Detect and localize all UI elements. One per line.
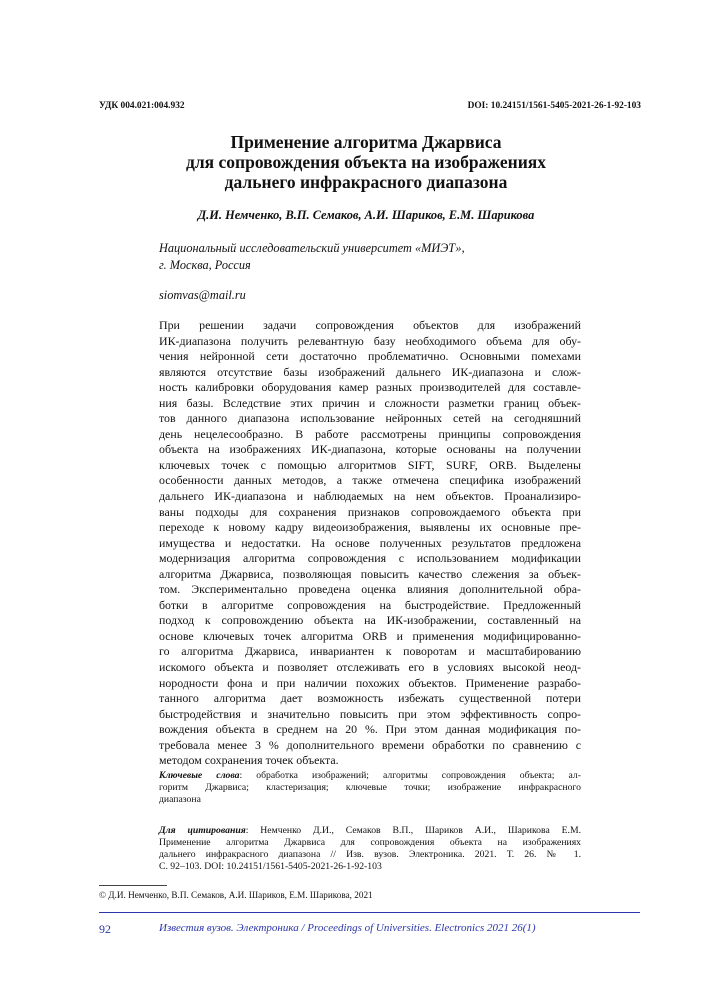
abstract-line: ключевых точек с помощью алгоритмов SIFT, SURF, ORB. Выделены (159, 457, 581, 472)
abstract-line: ния базы. Вследствие этих причин и сложности разметки границ объек- (159, 395, 581, 410)
footnote-divider (99, 885, 167, 886)
udk-code: УДК 004.021:004.932 (99, 101, 185, 111)
keywords-label: Ключевые слова (159, 770, 240, 781)
page-number: 92 (99, 922, 111, 936)
citation-text: дальнего инфракрасного диапазона // Изв. вузов. Электроника. 2021. Т. 26. № 1. (159, 849, 581, 861)
abstract-line: подход к сопровождению объекта на ИК-изображении, составленный на (159, 613, 581, 628)
abstract-line: особенности данных методов, а также отмечена специфика изображений (159, 473, 581, 488)
doi: DOI: 10.24151/1561-5405-2021-26-1-92-103 (467, 101, 641, 111)
affiliation-line: г. Москва, Россия (159, 258, 251, 272)
keywords (159, 770, 581, 806)
title-line: Применение алгоритма Джарвиса (230, 132, 502, 152)
abstract-line: день нецелесообразно. В работе рассмотрены принципы сопровождения (159, 426, 581, 441)
abstract-line: танного алгоритма дает возможность избежать существенной потери (159, 691, 581, 706)
abstract-line: ИК-диапазона получить релевантную базу необходимого объема для обу- (159, 333, 581, 348)
article-title (90, 132, 642, 192)
abstract-line: дальнего ИК-диапазона и наблюдаемых на нем объектов. Проанализиро- (159, 489, 581, 504)
abstract-line: нородности фона и при наличии похожих объектов. Применение разрабо- (159, 675, 581, 690)
abstract-line: являются отсутствие базы изображений дальнего ИК-диапазона и слож- (159, 364, 581, 379)
title-line: для сопровождения объекта на изображениях (186, 152, 546, 172)
footer-divider (99, 912, 640, 913)
citation-text: : Немченко Д.И., Семаков В.П., Шариков А.И., Шарикова Е.М. (245, 825, 582, 836)
abstract (159, 318, 581, 769)
abstract-line: ваны подходы для сохранения признаков сопровождаемого объекта при (159, 504, 581, 519)
abstract-line: быстродействия и значительно повысить при этом эффективность сопро- (159, 706, 581, 721)
abstract-line: ность калибровки оборудования камер разных производителей для составле- (159, 380, 581, 395)
abstract-line: чения нейронной сети достаточно проблематично. Основными помехами (159, 349, 581, 364)
keywords-text: горитм Джарвиса; кластеризация; ключевые точки; изображение инфракрасного (159, 782, 581, 794)
abstract-line: ботки в алгоритме сопровождения на быстродействие. Предложенный (159, 597, 581, 612)
abstract-line: го алгоритма Джарвиса, инвариантен к поворотам и масштабированию (159, 644, 581, 659)
abstract-line: имущества и недостатки. На основе полученных результатов предложена (159, 535, 581, 550)
abstract-line: модернизация алгоритма сопровождения с использованием модификации (159, 551, 581, 566)
title-line: дальнего инфракрасного диапазона (224, 172, 508, 192)
affiliation-line: Национальный исследовательский университет «МИЭТ», (159, 241, 465, 255)
abstract-line: объекта на изображениях ИК-диапазона, которые основаны на получении (159, 442, 581, 457)
abstract-line: вождения объекта в среднем на 20 %. При этом данная модификация по- (159, 722, 581, 737)
abstract-line: переходе к новому кадру видеоизображения, выявлены их основные пре- (159, 520, 581, 535)
abstract-line: тов данного диапазона использование нейронных сетей на сегодняшний (159, 411, 581, 426)
affiliation (159, 240, 465, 274)
keywords-text: диапазона (159, 794, 201, 806)
abstract-line: том. Экспериментально проведена оценка влияния дополнительной обра- (159, 582, 581, 597)
authors: Д.И. Немченко, В.П. Семаков, А.И. Шариков, Е.М. Шарикова (197, 208, 535, 222)
abstract-line: требовала менее 3 % дополнительного времени обработки по сравнению с (159, 737, 581, 752)
abstract-line: алгоритма Джарвиса, позволяющая повысить качество слежения за объек- (159, 566, 581, 581)
journal-name: Известия вузов. Электроника / Proceedings of Universities. Electronics 2021 26(1) (159, 922, 536, 934)
citation-text: С. 92–103. DOI: 10.24151/1561-5405-2021-26-1-92-103 (159, 861, 382, 873)
copyright-notice: © Д.И. Немченко, В.П. Семаков, А.И. Шариков, Е.М. Шарикова, 2021 (99, 890, 373, 900)
abstract-line: искомого объекта и позволяет отслеживать его в условиях высокой неод- (159, 660, 581, 675)
citation-label: Для цитирования (159, 825, 246, 836)
citation (159, 825, 581, 873)
abstract-line: При решении задачи сопровождения объектов для изображений (159, 318, 581, 332)
abstract-line: методом сохранения точек объекта. (159, 753, 339, 768)
abstract-line: основе ключевых точек алгоритма ORB и применения модифицированно- (159, 628, 581, 643)
author-email: siomvas@mail.ru (159, 288, 246, 302)
keywords-text: : обработка изображений; алгоритмы сопровождения объекта; ал- (239, 770, 581, 781)
citation-text: Применение алгоритма Джарвиса для сопровождения объекта на изображениях (159, 837, 581, 849)
